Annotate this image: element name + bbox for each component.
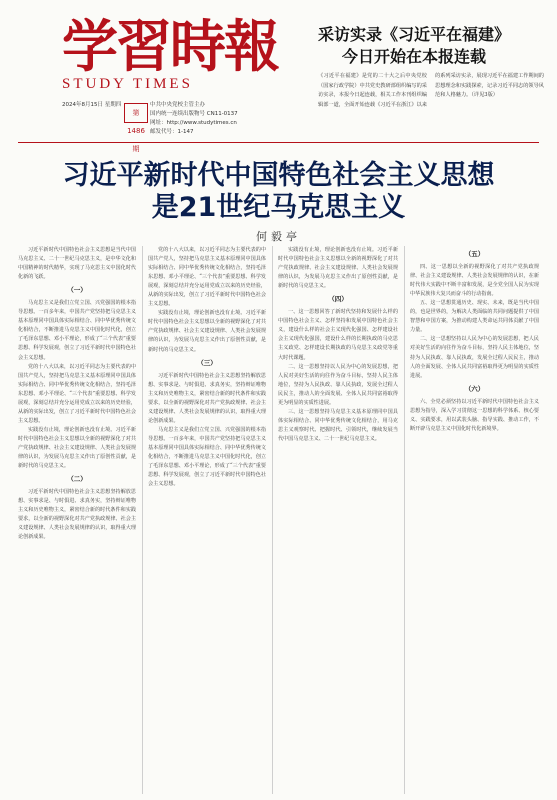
byline: 何毅亭 <box>256 230 301 243</box>
serial-announcement <box>289 24 539 68</box>
section-heading: （一） <box>67 286 87 295</box>
body-paragraph: 习近平新时代中国特色社会主义思想是当代中国马克思主义、二十一世纪马克思主义，是中华文化和中国精神的时代精华，实现了马克思主义中国化时代化新的飞跃。 <box>18 247 136 281</box>
column-4 <box>410 246 539 794</box>
column-1 <box>18 246 136 794</box>
body-paragraph: 四、这一思想以全新的视野深化了对共产党执政规律、社会主义建设规律、人类社会发展规律的认识，在新时代伟大实践中不断丰富和发展，是全党全国人民为实现中华民族伟大复兴而奋斗的行动指南。 <box>410 264 539 298</box>
body-paragraph: 实践没有止境，理论创新也没有止境。习近平新时代中国特色社会主义思想以全新的视野深化了对共产党执政规律、社会主义建设规律、人类社会发展规律的认识，为发展马克思主义作出了原创性贡献，是新时代的马克思主义。 <box>18 426 136 470</box>
section-heading: （二） <box>67 475 87 484</box>
announcement-line-2: 今日开始在本报连载 <box>341 47 486 66</box>
issue-number: 第1486期 <box>124 103 148 123</box>
website: 网址：http://www.studytimes.cn <box>150 120 237 126</box>
section-heading: （五） <box>464 250 485 258</box>
masthead-title: 学習時報 <box>62 14 278 80</box>
body-paragraph: 马克思主义是我们立党立国、兴党强国的根本指导思想。一百多年来，中国共产党坚持把马克思主义基本原理同中国具体实际相结合、同中华优秀传统文化相结合，不断推进马克思主义中国化时代化，创立了毛泽东思想、邓小平理论，形成了“三个代表”重要思想、科学发展观，创立了习近平新时代中国特色社会主义思想。 <box>148 426 266 488</box>
announcement-line-1: 采访实录《习近平在福建》 <box>317 25 510 44</box>
issue-meta <box>150 101 292 137</box>
publisher: 中共中央党校主管主办 <box>150 102 206 108</box>
lead-paragraph: 《习近平在福建》是党的二十大之后中央党校（国家行政学院）中共党史教研部组织编写的采访实录，本报今日起连载，相关工作本刊组织编辑部一道，全面开始连载《习近平在浙江》以来的系列采访实录，展现习近平在福建工作期间的思想理念和实践探索，记录习近平同志的领导风范和人格魅力。（详见3版） <box>318 73 544 108</box>
column-divider <box>142 246 143 794</box>
body-paragraph: 实践没有止境，理论创新也没有止境。习近平新时代中国特色社会主义思想以全新的视野深化了对共产党执政规律、社会主义建设规律、人类社会发展规律的认识，为发展马克思主义作出了原创性贡献，是新时代的马克思主义。 <box>278 247 398 290</box>
headline-line-1: 习近平新时代中国特色社会主义思想 <box>62 160 495 191</box>
body-paragraph: 党的十八大以来，以习近平同志为主要代表的中国共产党人，坚持把马克思主义基本原理同中国具体实际相结合、同中华优秀传统文化相结合，坚持毛泽东思想、邓小平理论、“三个代表”重要思想、科学发展观，深刻总结并充分运用党成立以来的历史经验，从新的实际出发，创立了习近平新时代中国特色社会主义思想。 <box>18 363 136 424</box>
body-paragraph: 马克思主义是我们立党立国、兴党强国的根本指导思想。一百多年来，中国共产党坚持把马克思主义基本原理同中国具体实际相结合、同中华优秀传统文化相结合，不断推进马克思主义中国化时代化，创立了毛泽东思想、邓小平理论，形成了“三个代表”重要思想、科学发展观，创立了习近平新时代中国特色社会主义思想。 <box>18 300 136 361</box>
body-paragraph: 三、这一思想坚持马克思主义基本原理同中国具体实际相结合、同中华优秀传统文化相结合，用马克思主义观察时代、把握时代、引领时代，继续发展当代中国马克思主义、二十一世纪马克思主义。 <box>278 408 398 442</box>
masthead <box>62 16 282 96</box>
top-rule <box>18 142 539 143</box>
serial-number: 国内统一连续出版物号 CN11-0137 <box>150 111 238 117</box>
body-paragraph: 习近平新时代中国特色社会主义思想坚持解放思想、实事求是、与时俱进、求真务实，坚持辩证唯物主义和历史唯物主义，紧密结合新的时代条件和实践要求，以全新的视野深化对共产党执政规律、社会主义建设规律、人类社会发展规律的认识，取得重大理论创新成果。 <box>18 489 136 541</box>
column-divider <box>404 246 405 794</box>
body-paragraph: 实践没有止境，理论创新也没有止境。习近平新时代中国特色社会主义思想以全新的视野深化了对共产党执政规律、社会主义建设规律、人类社会发展规律的认识，为发展马克思主义作出了原创性贡献，是新时代的马克思主义。 <box>148 310 266 353</box>
body-paragraph: 五、这一思想贯通历史、现实、未来，既是当代中国的，也是世界的，为解决人类面临的共同问题提供了中国智慧和中国方案，为推动构建人类命运共同体贡献了中国力量。 <box>410 300 539 334</box>
section-heading: （三） <box>197 358 217 367</box>
body-paragraph: 二、这一思想坚持以人民为中心的发展思想，把人民对美好生活的向往作为奋斗目标，坚持人民主体地位，坚持为人民执政、靠人民执政，发展全过程人民民主，推动人的全面发展、全体人民共同富裕取得更为明显的实质性进展。 <box>410 336 539 379</box>
column-2 <box>148 246 266 794</box>
column-3 <box>278 246 398 794</box>
postal-code: 邮发代号：1-147 <box>150 129 194 135</box>
body-paragraph: 党的十八大以来，以习近平同志为主要代表的中国共产党人，坚持把马克思主义基本原理同中国具体实际相结合、同中华优秀传统文化相结合，坚持毛泽东思想、邓小平理论、“三个代表”重要思想、科学发展观，深刻总结并充分运用党成立以来的历史经验，从新的实际出发，创立了习近平新时代中国特色社会主义思想。 <box>148 247 266 308</box>
column-divider <box>272 246 273 794</box>
section-heading: （六） <box>464 384 485 393</box>
body-paragraph: 二、这一思想坚持以人民为中心的发展思想，把人民对美好生活的向往作为奋斗目标，坚持人民主体地位，坚持为人民执政、靠人民执政，发展全过程人民民主，推动人的全面发展、全体人民共同富裕取得更为明显的实质性进展。 <box>278 363 398 406</box>
section-heading: （四） <box>328 295 348 304</box>
issue-info <box>62 101 292 153</box>
issue-date: 2024年8月15日 星期四 <box>62 102 122 108</box>
body-paragraph: 一、这一思想回答了新时代坚持和发展什么样的中国特色社会主义、怎样坚持和发展中国特色社会主义，建设什么样的社会主义现代化强国、怎样建设社会主义现代化强国，建设什么样的长期执政的马克思主义政党、怎样建设长期执政的马克思主义政党等重大时代课题。 <box>278 309 398 361</box>
body-paragraph: 习近平新时代中国特色社会主义思想坚持解放思想、实事求是、与时俱进、求真务实，坚持辩证唯物主义和历史唯物主义，紧密结合新的时代条件和实践要求，以全新的视野深化对共产党执政规律、社会主义建设规律、人类社会发展规律的认识，取得重大理论创新成果。 <box>148 372 266 424</box>
body-paragraph: 六、全党必须坚持以习近平新时代中国特色社会主义思想为指导，深入学习贯彻这一思想的科学体系、核心要义、实践要求，用以武装头脑、指导实践、推动工作，不断开辟马克思主义中国化时代化新境界。 <box>410 398 539 432</box>
masthead-subtitle: STUDY TIMES <box>62 76 193 92</box>
headline-line-2: 是21世纪马克思主义 <box>151 192 406 223</box>
